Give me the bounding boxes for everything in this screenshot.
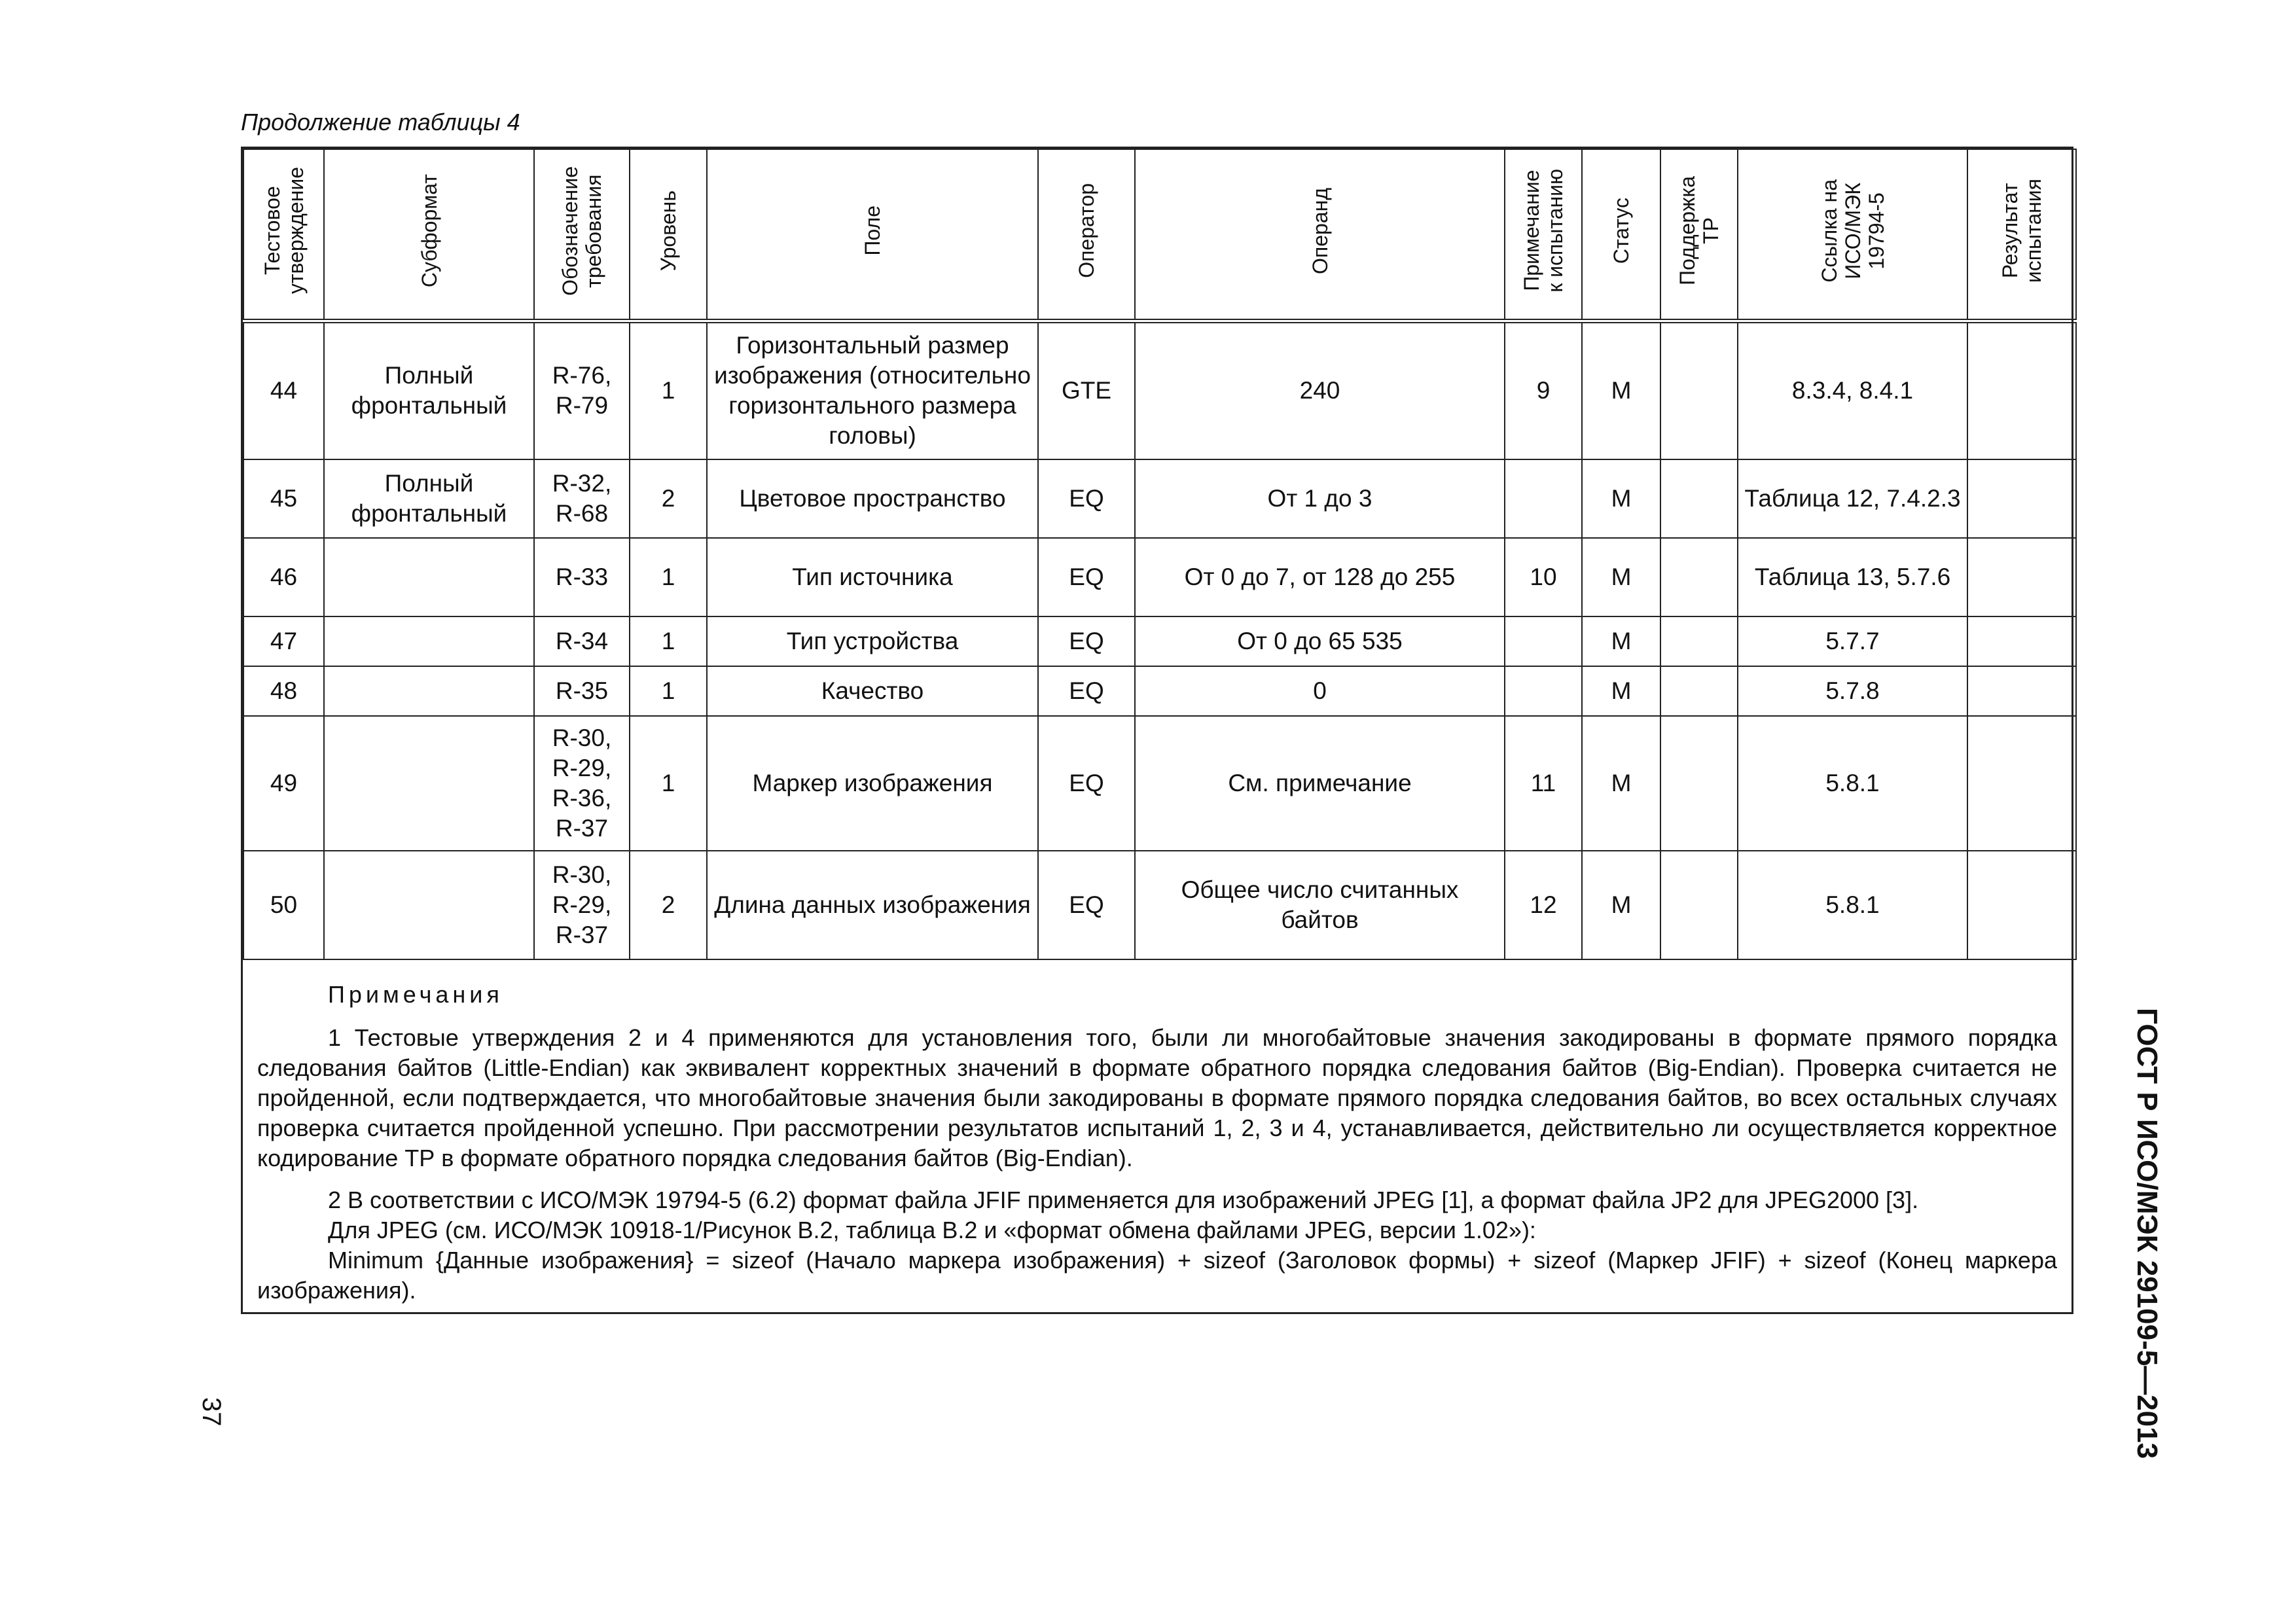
table-cell: Цветовое пространство — [707, 459, 1038, 538]
header-cell: Поле — [707, 149, 1038, 321]
table-cell: 50 — [243, 851, 324, 959]
table-cell: EQ — [1038, 666, 1135, 716]
notes-section — [243, 960, 2072, 1312]
table-cell: R-30, R-29, R-37 — [534, 851, 630, 959]
table-cell: 1 — [630, 538, 707, 616]
table-cell — [1660, 851, 1738, 959]
table-cell: 2 — [630, 459, 707, 538]
table-cell: 48 — [243, 666, 324, 716]
table-cell: 49 — [243, 716, 324, 851]
table-cell: Длина данных изображения — [707, 851, 1038, 959]
table-cell: M — [1582, 716, 1660, 851]
table-cell — [1967, 616, 2076, 666]
note-2-line-2: Для JPEG (см. ИСО/МЭК 10918-1/Рисунок В.2, таблица В.2 и «формат обмена файлами JPEG, версии 1.02»): — [328, 1216, 1536, 1243]
table-cell: 1 — [630, 321, 707, 459]
table-cell: 240 — [1135, 321, 1505, 459]
table-cell: 1 — [630, 716, 707, 851]
table-cell: R-32, R-68 — [534, 459, 630, 538]
note-2-line-1: 2 В соответствии с ИСО/МЭК 19794-5 (6.2) формат файла JFIF применяется для изображений JPEG [1], а формат файла JP2 для JPEG2000 [3]. — [328, 1186, 1919, 1213]
table-cell — [324, 716, 534, 851]
table-cell: M — [1582, 616, 1660, 666]
table-cell: Общее число считанных байтов — [1135, 851, 1505, 959]
table-row — [243, 666, 2076, 716]
header-cell: Статус — [1582, 149, 1660, 321]
header-cell: Оператор — [1038, 149, 1135, 321]
table-cell: См. примечание — [1135, 716, 1505, 851]
table-cell: 8.3.4, 8.4.1 — [1738, 321, 1967, 459]
header-cell: Тестовое утверждение — [243, 149, 324, 321]
table-cell — [1660, 321, 1738, 459]
table-cell: От 0 до 65 535 — [1135, 616, 1505, 666]
table-cell: 46 — [243, 538, 324, 616]
table-cell: Полный фронтальный — [324, 321, 534, 459]
table-cell — [324, 666, 534, 716]
note-2-line-3: Minimum {Данные изображения} = sizeof (Начало маркера изображения) + sizeof (Заголовок формы) + sizeof (Маркер JFIF) + sizeof (Конец маркера изображения). — [257, 1246, 2057, 1304]
table-cell: M — [1582, 321, 1660, 459]
table-cell — [1660, 666, 1738, 716]
table-cell: Горизонтальный размер изображения (относительно горизонтального размера головы) — [707, 321, 1038, 459]
table-cell: 5.7.7 — [1738, 616, 1967, 666]
table-cell: EQ — [1038, 616, 1135, 666]
table-cell: Таблица 12, 7.4.2.3 — [1738, 459, 1967, 538]
header-cell: Ссылка на ИСО/МЭК 19794-5 — [1738, 149, 1967, 321]
header-row — [243, 149, 2076, 321]
table-cell: R-33 — [534, 538, 630, 616]
document-title: ГОСТ Р ИСО/МЭК 29109-5—2013 — [2131, 1008, 2163, 1459]
header-cell: Результат испытания — [1967, 149, 2076, 321]
notes-heading: Примечания — [328, 980, 503, 1008]
table-cell: Тип устройства — [707, 616, 1038, 666]
table-cell: R-35 — [534, 666, 630, 716]
table-caption: Продолжение таблицы 4 — [241, 109, 520, 135]
table-cell: Тип источника — [707, 538, 1038, 616]
table-cell: EQ — [1038, 538, 1135, 616]
table-cell: Таблица 13, 5.7.6 — [1738, 538, 1967, 616]
table-cell: Маркер изображения — [707, 716, 1038, 851]
table-cell — [1505, 616, 1582, 666]
table-cell — [1967, 851, 2076, 959]
table-cell — [1660, 716, 1738, 851]
table-cell: M — [1582, 851, 1660, 959]
table-cell: M — [1582, 666, 1660, 716]
table-cell — [1967, 538, 2076, 616]
table-cell: 5.8.1 — [1738, 851, 1967, 959]
table-cell: M — [1582, 538, 1660, 616]
table-cell: 0 — [1135, 666, 1505, 716]
table-cell — [1660, 616, 1738, 666]
table-row — [243, 459, 2076, 538]
table-cell: 47 — [243, 616, 324, 666]
table-cell: 10 — [1505, 538, 1582, 616]
table-cell: GTE — [1038, 321, 1135, 459]
table-cell — [1505, 459, 1582, 538]
table-cell: 2 — [630, 851, 707, 959]
table-row — [243, 851, 2076, 959]
table-cell: 5.8.1 — [1738, 716, 1967, 851]
table-cell: От 0 до 7, от 128 до 255 — [1135, 538, 1505, 616]
table-cell: M — [1582, 459, 1660, 538]
page-number: 37 — [197, 1397, 226, 1427]
table-cell: От 1 до 3 — [1135, 459, 1505, 538]
table-cell — [1505, 666, 1582, 716]
table-cell — [324, 616, 534, 666]
header-cell: Примечание к испытанию — [1505, 149, 1582, 321]
table-cell: 11 — [1505, 716, 1582, 851]
table-cell: 44 — [243, 321, 324, 459]
table-cell: 1 — [630, 616, 707, 666]
table-cell — [1660, 538, 1738, 616]
table-cell: EQ — [1038, 716, 1135, 851]
table-cell: 5.7.8 — [1738, 666, 1967, 716]
table-cell — [1660, 459, 1738, 538]
header-cell: Субформат — [324, 149, 534, 321]
header-cell: Поддержка ТР — [1660, 149, 1738, 321]
note-1: 1 Тестовые утверждения 2 и 4 применяются для установления того, были ли многобайтовые значения закодированы в формате прямого порядка следования байтов (Little-Endian) как эквивалент корректных значений в формате обратного порядка следования байтов (Big-Endian). Проверка считается не пройденной, если подтверждается, что многобайтовые значения были закодированы в формате прямого порядка следования байтов, во всех остальных случаях проверка считается пройденной успешно. При рассмотрении результатов испытаний 1, 2, 3 и 4, устанавливается, действительно ли осуществляется корректное кодирование ТР в формате обратного порядка следования байтов (Big-Endian). — [257, 1024, 2057, 1171]
table-cell — [324, 851, 534, 959]
table-cell — [1967, 666, 2076, 716]
table-cell: EQ — [1038, 851, 1135, 959]
header-cell: Уровень — [630, 149, 707, 321]
table-cell: EQ — [1038, 459, 1135, 538]
table-cell: 9 — [1505, 321, 1582, 459]
table-cell: Полный фронтальный — [324, 459, 534, 538]
table-cell: Качество — [707, 666, 1038, 716]
requirements-table — [241, 147, 2073, 1314]
header-cell: Обозначение требования — [534, 149, 630, 321]
table-cell — [1967, 459, 2076, 538]
table-cell — [1967, 321, 2076, 459]
table-row — [243, 321, 2076, 459]
table-cell: R-30, R-29, R-36, R-37 — [534, 716, 630, 851]
table-cell: 1 — [630, 666, 707, 716]
table-cell — [1967, 716, 2076, 851]
table-cell: 45 — [243, 459, 324, 538]
table-cell: 12 — [1505, 851, 1582, 959]
header-cell: Операнд — [1135, 149, 1505, 321]
table-cell: R-34 — [534, 616, 630, 666]
table-cell — [324, 538, 534, 616]
table-cell: R-76, R-79 — [534, 321, 630, 459]
table-row — [243, 616, 2076, 666]
table-row — [243, 716, 2076, 851]
table-row — [243, 538, 2076, 616]
